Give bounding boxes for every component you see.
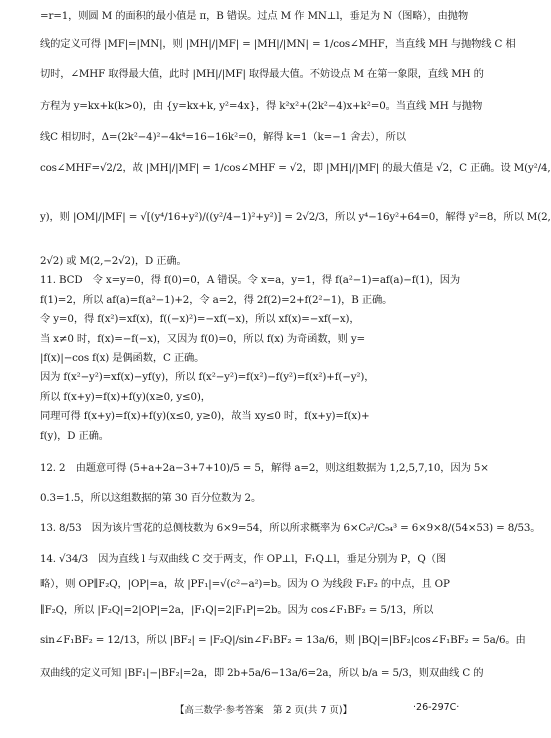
text-line: 所以 f(x+y)=f(x)+f(y)(x≥0, y≤0)， <box>40 391 211 403</box>
text-line: 线C 相切时，Δ=(2k²−4)²−4k⁴=16−16k²=0，解得 k=1（k=−1 舍去），所以 <box>40 131 406 143</box>
text-line: =r=1，则圆 M 的面积的最小值是 π，B 错误。过点 M 作 MN⊥l，垂足为 N（图略），由抛物 <box>40 10 468 22</box>
page-footer: 【高三数学·参考答案 第 2 页(共 7 页)】 <box>175 705 353 716</box>
answer-12: 12. 2 由题意可得 (5+a+2a−3+7+10)/5 = 5，解得 a=2，则这组数据为 1,2,5,7,10，因为 5× <box>40 462 489 474</box>
text-line: 0.3=1.5，所以这组数据的第 30 百分位数为 2。 <box>40 492 262 504</box>
answer-14: 14. √34/3 因为直线 l 与双曲线 C 交于两支，作 OP⊥l，F₁Q⊥l，垂足分别为 P，Q（图 <box>40 553 447 565</box>
answer-13: 13. 8/53 因为该片雪花的总侧枝数为 6×9=54，所以所求概率为 6×C₉²/C₅₄³ = 6×9×8/(54×53) = 8/53。 <box>40 522 541 534</box>
text-line: ∥F₂Q，所以 |F₂Q|=2|OP|=2a，|F₁Q|=2|F₁P|=2b。因为 cos∠F₁BF₂ = 5/13，所以 <box>40 604 434 616</box>
text-line: 双曲线的定义可知 |BF₁|−|BF₂|=2a，即 2b+5a/6−13a/6=2a，所以 b/a = 5/3，则双曲线 C 的 <box>40 667 484 679</box>
answer-11: 11. BCD 令 x=y=0，得 f(0)=0，A 错误。令 x=a，y=1，得 f(a²−1)=af(a)−f(1)，因为 <box>40 274 460 286</box>
text-line: 切时，∠MHF 取得最大值，此时 |MH|/|MF| 取得最大值。不妨设点 M 在第一象限，直线 MH 的 <box>40 68 484 80</box>
text-line: f(y)，D 正确。 <box>40 430 109 442</box>
text-line: 因为 f(x²−y²)=xf(x)−yf(y)，所以 f(x²−y²)=f(x²)−f(y²)=f(x²)+f(−y²)， <box>40 371 375 383</box>
text-line: 令 y=0，得 f(x²)=xf(x)，f((−x)²)=−xf(−x)，所以 xf(x)=−xf(−x)， <box>40 313 360 325</box>
text-line: 方程为 y=kx+k(k>0)，由 {y=kx+k, y²=4x}，得 k²x²+(2k²−4)x+k²=0。当直线 MH 与抛物 <box>40 100 483 112</box>
text-line: 线的定义可得 |MF|=|MN|，则 |MH|/|MF| = |MH|/|MN| = 1/cos∠MHF，当直线 MH 与抛物线 C 相 <box>40 38 516 50</box>
document-code: ·26-297C· <box>413 702 460 713</box>
text-line: 当 x≠0 时，f(x)=−f(−x)，又因为 f(0)=0，所以 f(x) 为奇函数，则 y= <box>40 333 366 345</box>
text-line: sin∠F₁BF₂ = 12/13，所以 |BF₂| = |F₂Q|/sin∠F₁BF₂ = 13a/6，则 |BQ|=|BF₂|cos∠F₁BF₂ = 5a/6。由 <box>40 634 526 646</box>
text-line: f(1)=2，所以 af(a)=f(a²−1)+2，令 a=2，得 2f(2)=2+f(2²−1)，B 正确。 <box>40 294 393 306</box>
text-line: |f(x)|−cos f(x) 是偶函数，C 正确。 <box>40 352 205 364</box>
text-line: cos∠MHF=√2/2，故 |MH|/|MF| = 1/cos∠MHF = √2，即 |MH|/|MF| 的最大值是 √2，C 正确。设 M(y²/4, <box>40 162 551 174</box>
text-line: 同理可得 f(x+y)=f(x)+f(y)(x≤0, y≥0)，故当 xy≤0 时，f(x+y)=f(x)+ <box>40 410 370 422</box>
text-line: 略），则 OP∥F₂Q，|OP|=a，故 |PF₁|=√(c²−a²)=b。因为 O 为线段 F₁F₂ 的中点，且 OP <box>40 578 450 590</box>
text-line: y)，则 |OM|/|MF| = √[(y⁴/16+y²)/((y²/4−1)²+y²)] = 2√2/3，所以 y⁴−16y²+64=0，解得 y²=8，所以 M(2, <box>40 211 551 223</box>
text-line: 2√2) 或 M(2,−2√2)，D 正确。 <box>40 255 187 267</box>
